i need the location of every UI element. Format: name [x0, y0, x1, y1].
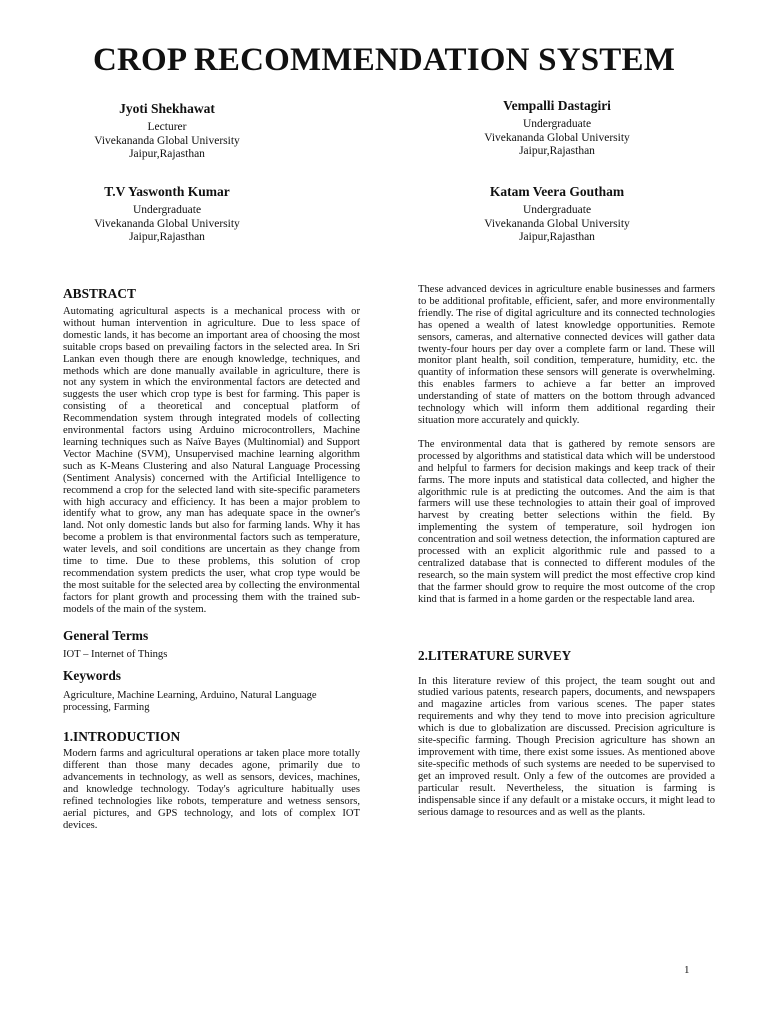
author-role: Undergraduate [522, 118, 592, 130]
introduction-paragraph-1: Modern farms and agricultural operations ar taken place more totally different than those many decades agone, primarily due to advancements in technology, as well as sensors, devices, machines, and knowledge technology. Today's agriculture habitually uses refined technologies like robots, temperature and wetness sensors, aerial pictures, and GPS technology, and lots of complex IOT devices. [63, 748, 360, 831]
author-affiliation: Vivekananda Global University [94, 217, 240, 230]
introduction-paragraph-3: The environmental data that is gathered by remote sensors are processed by algorithms and statistical data which will be understood and helpful to farmers for decision makings and keep track of their farms. The more inputs and statistical data collected, and higher the algorithmic rule is at predicting the outcomes. And the aim is that farmers will use these technologies to attain their goal of improved harvest by creating better selections within the field. By implementing the system of temperature, soil hydrogen ion concentration and soil wetness detection, the information captured are processed with an explicit algorithmic rule and passed to a centralized database that is connected to different modules of the research, so the main system will predict the most effective crop kind that the farmer should grow to require the most outcome of the crop kind that is farmed in a home garden or the respectable land area. [418, 438, 715, 605]
author-role: Undergraduate [132, 204, 202, 216]
author-block-1 [17, 101, 317, 162]
author-affiliation: Vivekananda Global University [484, 217, 630, 230]
author-name: Vempalli Dastagiri [503, 98, 611, 113]
right-column [418, 284, 715, 818]
left-column [63, 284, 360, 832]
author-location: Jaipur,Rajasthan [129, 148, 205, 160]
author-name: T.V Yaswonth Kumar [104, 184, 230, 199]
keywords-text: Agriculture, Machine Learning, Arduino, Natural Language processing, Farming [63, 690, 317, 714]
introduction-paragraph-2: These advanced devices in agriculture enable businesses and farmers to be additional profitable, efficient, safer, and more environmentally friendly. The rise of digital agriculture and its connected technologies has opened a wealth of latest knowledge opportunities. Remote sensors, cameras, and alternative connected devices will gather data twenty-four hours per day over a complete farm or land. These will monitor plant health, soil condition, temperature, humidity, etc. the quantity of information these sensors will generate is overwhelming. this enables farmers to achieve a far better an improved understanding of state of matters on the bottom through advanced technology which will inform them additional regarding their situation more accurately and quickly. [418, 284, 715, 426]
general-terms-text: IOT – Internet of Things [63, 648, 168, 660]
author-block-2 [407, 98, 707, 159]
author-block-4 [407, 184, 707, 245]
author-affiliation: Vivekananda Global University [94, 134, 240, 147]
page-number: 1 [684, 964, 690, 976]
author-name: Katam Veera Goutham [489, 184, 625, 199]
literature-survey-heading: 2.LITERATURE SURVEY [418, 647, 572, 663]
abstract-heading: ABSTRACT [63, 286, 136, 301]
author-location: Jaipur,Rajasthan [129, 231, 205, 243]
abstract-text: Automating agricultural aspects is a mechanical process with or without human intervention in agriculture. Due to less space of domestic lands, it has become an important area of choosing the most suitable crops based on prevailing factors in the selected area. In Sri Lankan even though there are enough knowledge, techniques, and methods which are done manually available in agriculture, there is not any system in which the environmental factors are detected and suggests the user which crop type is best for farming. This paper is consisting of a theoretical and conceptual platform of Recommendation system through integrated models of collecting environmental factors using Arduino microcontrollers, Machine learning techniques such as Naïve Bayes (Multinomial) and Support Vector Machine (SVM), Unsupervised machine learning algorithm such as K-Means Clustering and also Natural Language Processing (Sentiment Analysis) concerned with the Artificial Intelligence to recommend a crop for the selected land with site-specific parameters with high accuracy and efficiency. It has been a major problem to identify what to grow, any man has adequate space in the owner's land. Not only domestic lands but also for farming lands. Why it has become a problem is that environmental factors such as temperature, water levels, and soil conditions are uncertain as they change from time to time. Due to these problems, this solution of crop recommendation system predicts the user, what crop type would be the most suitable for the selected area by collecting the environmental factors for plant growth and processing them with the trained sub-models of the main of the system. [63, 306, 360, 615]
author-location: Jaipur,Rajasthan [519, 145, 595, 157]
paper-title: CROP RECOMMENDATION SYSTEM [92, 42, 676, 78]
author-role: Undergraduate [522, 204, 592, 216]
author-block-3 [17, 184, 317, 245]
general-terms-heading: General Terms [63, 627, 149, 643]
literature-survey-paragraph: In this literature review of this project, the team sought out and studied various patents, research papers, documents, and newspapers and magazine articles from various scenes. The paper states requirements and why they tend to move into precision agriculture which is due to globalization are discussed. Precision agriculture is site-specific farming. Though Precision agriculture has shown an improvement with time, there exist some issues. As mentioned above site-specific methods of such systems are needed to be supervised to get an improved result. Only a few of the outcomes are provided a particular result. Nevertheless, the situation is farming is indispensable since if any default or a mistake occurs, it might lead to serious damage to resources and as well as the plants. [418, 675, 715, 818]
author-name: Jyoti Shekhawat [119, 101, 215, 116]
author-location: Jaipur,Rajasthan [519, 231, 595, 243]
keywords-heading: Keywords [63, 668, 122, 684]
author-affiliation: Vivekananda Global University [484, 131, 630, 144]
author-role: Lecturer [147, 121, 187, 133]
introduction-heading: 1.INTRODUCTION [63, 729, 181, 745]
